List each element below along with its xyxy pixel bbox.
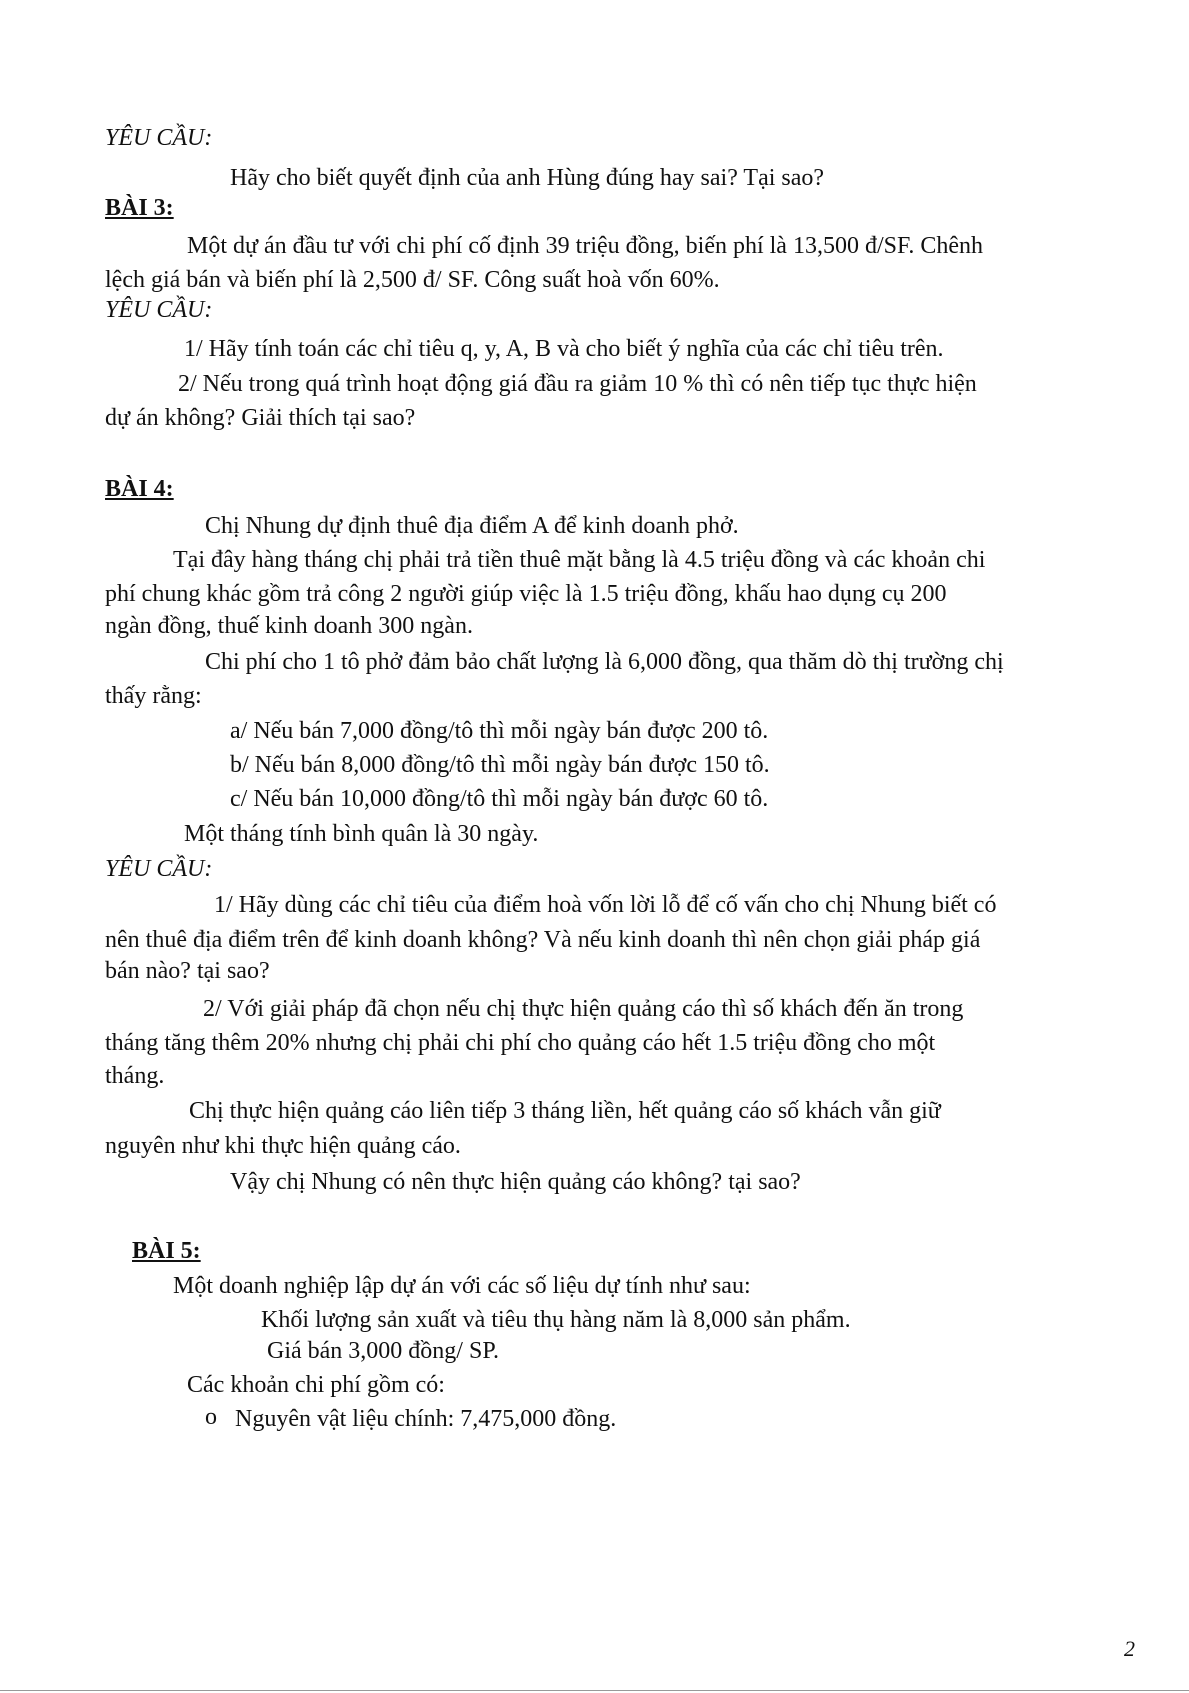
paragraph-line: Một dự án đầu tư với chi phí cố định 39 triệu đồng, biến phí là 13,500 đ/SF. Chênh xyxy=(187,233,984,259)
paragraph-line: Vậy chị Nhung có nên thực hiện quảng cáo không? tại sao? xyxy=(230,1169,801,1195)
bullet-item: Nguyên vật liệu chính: 7,475,000 đồng. xyxy=(235,1406,617,1432)
requirement-heading: YÊU CẦU: xyxy=(105,125,213,151)
paragraph-line: phí chung khác gồm trả công 2 người giúp việc là 1.5 triệu đồng, khấu hao dụng cụ 200 xyxy=(105,581,947,607)
option-line: a/ Nếu bán 7,000 đồng/tô thì mỗi ngày bán được 200 tô. xyxy=(230,718,769,744)
exercise-5-heading: BÀI 5: xyxy=(132,1238,201,1264)
paragraph-line: nên thuê địa điểm trên để kinh doanh không? Và nếu kinh doanh thì nên chọn giải pháp giá xyxy=(105,927,981,953)
paragraph-line: Chi phí cho 1 tô phở đảm bảo chất lượng là 6,000 đồng, qua thăm dò thị trường chị xyxy=(205,649,1004,675)
paragraph-line: tháng tăng thêm 20% nhưng chị phải chi phí cho quảng cáo hết 1.5 triệu đồng cho một xyxy=(105,1030,936,1056)
paragraph-line: 2/ Nếu trong quá trình hoạt động giá đầu ra giảm 10 % thì có nên tiếp tục thực hiện xyxy=(178,371,977,397)
paragraph-line: Khối lượng sản xuất và tiêu thụ hàng năm là 8,000 sản phẩm. xyxy=(261,1307,851,1333)
page-number: 2 xyxy=(1124,1636,1135,1661)
paragraph-line: Một doanh nghiệp lập dự án với các số liệu dự tính như sau: xyxy=(173,1273,751,1299)
paragraph-line: dự án không? Giải thích tại sao? xyxy=(105,405,416,431)
paragraph-line: 1/ Hãy dùng các chỉ tiêu của điểm hoà vốn lời lỗ để cố vấn cho chị Nhung biết có xyxy=(214,892,997,918)
exercise-3-heading: BÀI 3: xyxy=(105,195,174,221)
option-line: b/ Nếu bán 8,000 đồng/tô thì mỗi ngày bán được 150 tô. xyxy=(230,752,770,778)
exercise-4-heading: BÀI 4: xyxy=(105,476,174,502)
paragraph-line: thấy rằng: xyxy=(105,683,202,709)
paragraph-line: Các khoản chi phí gồm có: xyxy=(187,1372,445,1398)
paragraph-line: Một tháng tính bình quân là 30 ngày. xyxy=(184,821,539,847)
page-bottom-edge xyxy=(0,1690,1189,1691)
option-line: c/ Nếu bán 10,000 đồng/tô thì mỗi ngày bán được 60 tô. xyxy=(230,786,769,812)
paragraph-line: Chị Nhung dự định thuê địa điểm A để kinh doanh phở. xyxy=(205,513,739,539)
paragraph-line: tháng. xyxy=(105,1063,165,1089)
paragraph-line: bán nào? tại sao? xyxy=(105,958,270,984)
requirement-heading: YÊU CẦU: xyxy=(105,297,213,323)
paragraph-line: 1/ Hãy tính toán các chỉ tiêu q, y, A, B và cho biết ý nghĩa của các chỉ tiêu trên. xyxy=(184,336,944,362)
paragraph-line: lệch giá bán và biến phí là 2,500 đ/ SF. Công suất hoà vốn 60%. xyxy=(105,267,720,293)
bullet-icon: o xyxy=(205,1404,217,1430)
paragraph-line: Chị thực hiện quảng cáo liên tiếp 3 tháng liền, hết quảng cáo số khách vẫn giữ xyxy=(189,1098,941,1124)
paragraph-line: Hãy cho biết quyết định của anh Hùng đúng hay sai? Tại sao? xyxy=(230,165,825,191)
requirement-heading: YÊU CẦU: xyxy=(105,856,213,882)
paragraph-line: nguyên như khi thực hiện quảng cáo. xyxy=(105,1133,461,1159)
paragraph-line: Giá bán 3,000 đồng/ SP. xyxy=(267,1338,500,1364)
paragraph-line: 2/ Với giải pháp đã chọn nếu chị thực hiện quảng cáo thì số khách đến ăn trong xyxy=(203,996,964,1022)
paragraph-line: ngàn đồng, thuế kinh doanh 300 ngàn. xyxy=(105,613,473,639)
paragraph-line: Tại đây hàng tháng chị phải trả tiền thuê mặt bằng là 4.5 triệu đồng và các khoản chi xyxy=(173,547,986,573)
